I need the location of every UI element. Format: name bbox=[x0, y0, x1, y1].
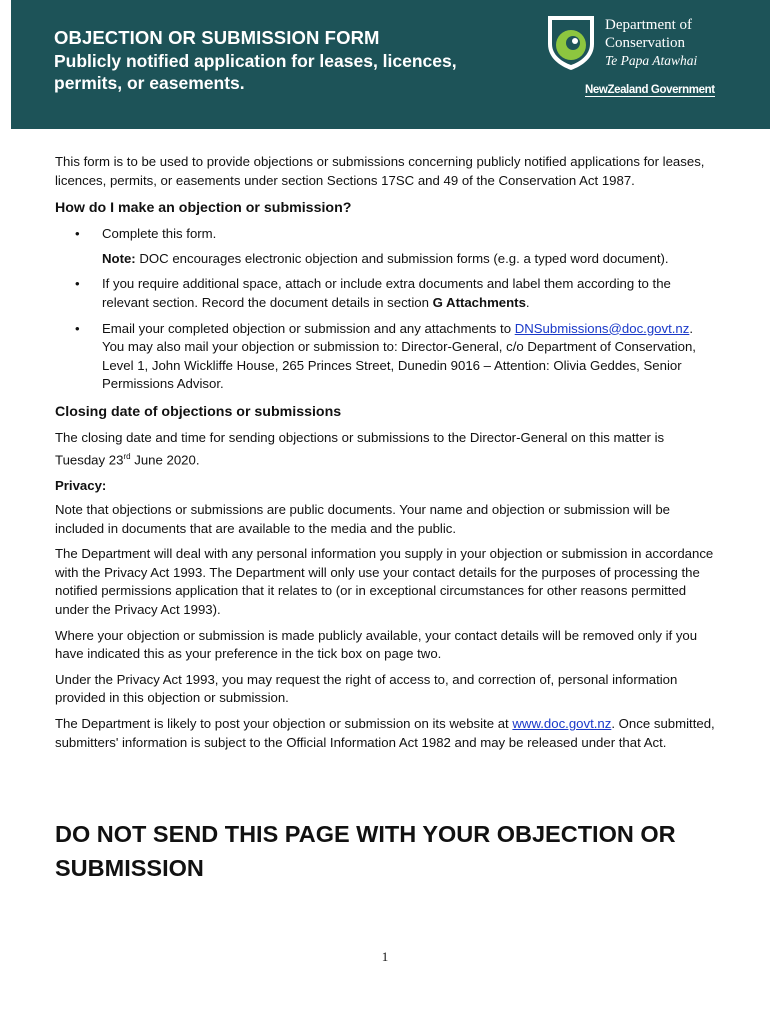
how-heading: How do I make an objection or submission? bbox=[55, 200, 352, 217]
privacy-paragraph-4: Under the Privacy Act 1993, you may request the right of access to, and correction of, personal information provided in this objection or submission. bbox=[55, 671, 678, 706]
list-item: • Complete this form. bbox=[75, 226, 217, 242]
doc-logo-text: Department of Conservation Te Papa Atawhai bbox=[605, 17, 698, 68]
list-item: • If you require additional space, attach or include extra documents and label them according to the relevant section. Record the document details in section G Attachments. bbox=[75, 276, 671, 310]
page-number: 1 bbox=[381, 949, 389, 964]
list-item: • Email your completed objection or submission and any attachments to DNSubmissions@doc.govt.nz. You may also mail your objection or submission to: Director-General, c/o Department of Conservation, Level 1, John Wickliffe House, 265 Princes Street, Dunedin 9016 – Attention: Olivia Geddes, Senior Permissions Advisor. bbox=[75, 320, 696, 392]
form-subtitle: Publicly notified application for leases, licences, permits, or easements. bbox=[54, 51, 457, 93]
privacy-paragraph-3: Where your objection or submission is made publicly available, your contact details will be removed only if you have indicated this as your preference in the tick box on page two. bbox=[55, 627, 698, 662]
warning-heading: DO NOT SEND THIS PAGE WITH YOUR OBJECTION OR SUBMISSION bbox=[55, 821, 676, 881]
closing-paragraph: The closing date and time for sending objections or submissions to the Director-General on this matter is Tuesday 23rd June 2020. bbox=[55, 429, 665, 467]
instructions-list bbox=[55, 225, 717, 244]
website-link[interactable]: www.doc.govt.nz bbox=[512, 716, 612, 732]
privacy-heading: Privacy: bbox=[55, 477, 107, 493]
document-body bbox=[55, 153, 717, 759]
form-title: OBJECTION OR SUBMISSION FORM bbox=[54, 27, 380, 48]
privacy-paragraph-1: Note that objections or submissions are public documents. Your name and objection or submission will be included in documents that are available to the media and the public. bbox=[55, 502, 671, 536]
privacy-paragraph-2: The Department will deal with any personal information you supply in your objection or submission in accordance with the Privacy Act 1993. The Department will only use your contact details for the purposes of processing the notified permissions application that it relates to (or in exceptional circumstances for other reasons permitted under the Privacy Act 1993). bbox=[55, 546, 714, 618]
email-link[interactable]: DNSubmissions@doc.govt.nz bbox=[514, 320, 690, 336]
instructions-list-2 bbox=[55, 275, 717, 394]
note-paragraph: Note: DOC encourages electronic objection and submission forms (e.g. a typed word document). bbox=[102, 250, 669, 266]
closing-heading: Closing date of objections or submissions bbox=[55, 403, 342, 420]
doc-logo-icon bbox=[546, 14, 596, 72]
intro-paragraph: This form is to be used to provide objections or submissions concerning publicly notified applications for leases, licences, permits, or easements under section Sections 17SC and 49 of the Conservation Act 1987. bbox=[55, 154, 705, 188]
privacy-paragraph-5: The Department is likely to post your objection or submission on its website at www.doc.govt.nz. Once submitted, submitters' information is subject to the Official Information Act 1982 and may be released under that Act. bbox=[55, 716, 715, 750]
page-header bbox=[11, 0, 770, 129]
nz-government-logo: NewZealand Government bbox=[585, 84, 715, 96]
